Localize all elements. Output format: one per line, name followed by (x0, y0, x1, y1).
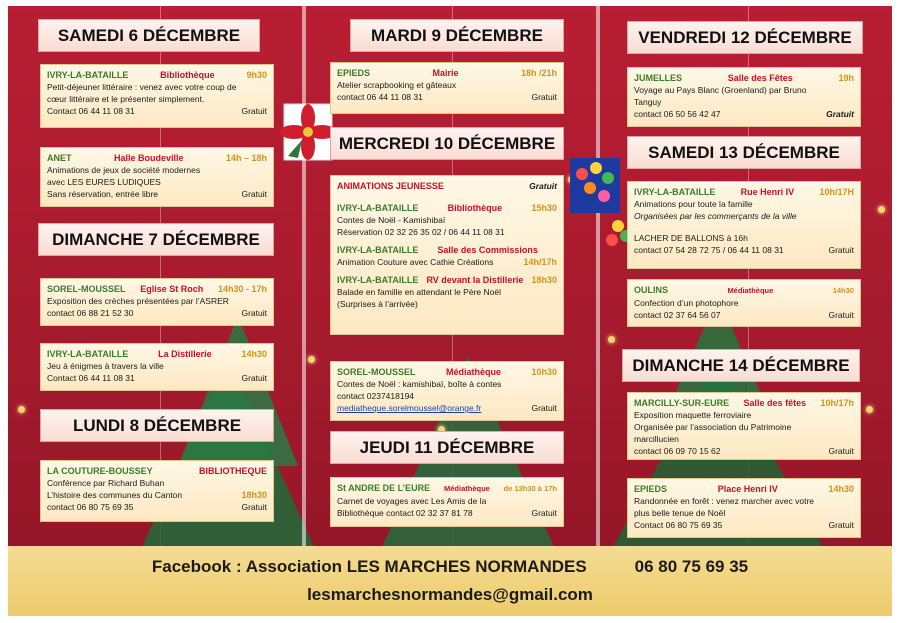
event-venue: Halle Boudeville (113, 153, 184, 163)
day-header: SAMEDI 13 DÉCEMBRE (627, 136, 861, 169)
event-card (330, 62, 564, 114)
event-time: 14h30 (832, 286, 854, 295)
event-time: de 13h30 à 17h (503, 484, 557, 493)
event-venue: Rue Henri IV (740, 187, 795, 197)
event-price: Gratuit (826, 109, 854, 119)
event-description: Carnet de voyages avec Les Amis de la (337, 496, 487, 506)
day-header: MARDI 9 DÉCEMBRE (350, 19, 564, 52)
event-contact: contact 06 80 75 69 35 (47, 502, 134, 512)
event-card (40, 64, 274, 128)
event-description: (Surprises à l’arrivée) (337, 299, 418, 309)
event-description: Contes de Noël : kamishibaï, boîte à contes (337, 379, 502, 389)
event-contact: Contact 06 44 11 08 31 (47, 373, 135, 383)
event-time: 9h30 (246, 70, 267, 80)
event-price: Gratuit (828, 446, 854, 456)
event-card (40, 147, 274, 207)
event-venue: Mairie (432, 68, 459, 78)
event-venue: Salle des Fêtes (727, 73, 793, 83)
event-description: Sans réservation, entrée libre (47, 189, 159, 199)
event-description: marcillucien (634, 434, 679, 444)
event-description: cœur littéraire et le présenter simplement. (47, 94, 205, 104)
event-town: OULINS (634, 285, 669, 295)
event-town: SOREL-MOUSSEL (337, 367, 416, 377)
event-description: L’histoire des communes du Canton (47, 490, 183, 500)
event-card (40, 278, 274, 326)
event-price: Gratuit (241, 502, 267, 512)
event-description: Animations de jeux de société modernes (47, 165, 201, 175)
day-header: JEUDI 11 DÉCEMBRE (330, 431, 564, 464)
event-venue: Eglise St Roch (140, 284, 204, 294)
event-description: Exposition des crèches présentées par l’ASRER (47, 296, 229, 306)
event-venue: Place Henri IV (717, 484, 778, 494)
event-description: Tanguy (634, 97, 662, 107)
event-contact: contact 06 09 70 15 62 (634, 446, 721, 456)
email-link[interactable]: mediatheque.sorelmoussel@orange.fr (337, 403, 482, 413)
event-venue: Bibliothèque (447, 203, 503, 213)
event-time: 19h (838, 73, 854, 83)
event-card (40, 460, 274, 522)
light-dot (308, 356, 315, 363)
event-price: Gratuit (531, 92, 557, 102)
event-town: IVRY-LA-BATAILLE (337, 275, 419, 285)
event-card (40, 343, 274, 391)
event-time: 10h/17h (820, 398, 854, 408)
event-card (330, 477, 564, 527)
event-venue: Médiathèque (443, 484, 490, 493)
event-price: Gratuit (828, 310, 854, 320)
event-town: SOREL-MOUSSEL (47, 284, 126, 294)
event-town: MARCILLY-SUR-EURE (634, 398, 730, 408)
event-venue: Médiathèque (727, 286, 774, 295)
event-description: Petit-déjeuner littéraire : venez avec votre coup de (47, 82, 237, 92)
event-town: EPIEDS (634, 484, 668, 494)
facebook-label: Facebook : Association LES MARCHES NORMANDES (151, 557, 587, 576)
event-time: 10h/17H (819, 187, 854, 197)
event-card (627, 279, 861, 327)
event-price: Gratuit (529, 181, 557, 191)
phone-number: 06 80 75 69 35 (634, 557, 749, 576)
event-time: 18h30 (531, 275, 557, 285)
event-contact: contact 02 37 64 56 07 (634, 310, 721, 320)
event-venue: Bibliothèque (160, 70, 215, 80)
event-card (627, 67, 861, 127)
event-description: Animations pour toute la famille (634, 199, 753, 209)
event-card (330, 361, 564, 421)
event-description: Voyage au Pays Blanc (Groenland) par Bruno (634, 85, 807, 95)
footer-banner (8, 546, 892, 616)
event-town: ANET (47, 153, 72, 163)
event-card (627, 392, 861, 460)
event-time: 14h30 (828, 484, 854, 494)
event-venue: Salle des Commissions (437, 245, 538, 255)
event-venue: La Distillerie (158, 349, 212, 359)
event-time: 18h30 (241, 490, 267, 500)
event-town: LA COUTURE-BOUSSEY (47, 466, 153, 476)
event-contact: Réservation 02 32 26 35 02 / 06 44 11 08 31 (337, 227, 505, 237)
event-price: Gratuit (531, 403, 557, 413)
event-price: Gratuit (531, 508, 557, 518)
event-time: 10h30 (531, 367, 557, 377)
event-time: 18h /21h (520, 68, 557, 78)
event-town: St ANDRE DE L’EURE (337, 483, 431, 493)
event-venue: Médiathèque (445, 367, 501, 377)
events-poster (8, 6, 892, 616)
day-header: LUNDI 8 DÉCEMBRE (40, 409, 274, 442)
event-contact: contact 06 88 21 52 30 (47, 308, 134, 318)
day-header: VENDREDI 12 DÉCEMBRE (627, 21, 863, 54)
event-time: 14h30 (241, 349, 267, 359)
event-time: 14h30 - 17h (217, 284, 267, 294)
event-card (627, 478, 861, 538)
day-header: SAMEDI 6 DÉCEMBRE (38, 19, 260, 52)
event-description: Organisée par l’association du Patrimoine (634, 422, 792, 432)
event-contact: contact 0237418194 (337, 391, 415, 401)
event-card-youth (330, 175, 564, 335)
event-town: IVRY-LA-BATAILLE (337, 203, 419, 213)
event-description: Conférence par Richard Buhan (47, 478, 165, 488)
event-price: Gratuit (828, 245, 854, 255)
event-description: plus belle tenue de Noël (634, 508, 726, 518)
event-venue: Salle des fêtes (743, 398, 807, 408)
event-description: Balade en famille en attendant le Père Noël (337, 287, 501, 297)
event-time: 14h/17h (523, 257, 557, 267)
event-contact: contact 06 50 56 42 47 (634, 109, 721, 119)
event-price: Gratuit (241, 373, 267, 383)
fold-line (598, 6, 600, 546)
event-contact: Bibliothèque contact 02 32 37 81 78 (337, 508, 473, 518)
event-description: Animation Couture avec Cathie Créations (337, 257, 494, 267)
light-dot (866, 406, 873, 413)
event-description: avec LES EURES LUDIQUES (47, 177, 161, 187)
light-dot (18, 406, 25, 413)
event-town: EPIEDS (337, 68, 371, 78)
event-town: IVRY-LA-BATAILLE (47, 70, 129, 80)
event-price: Gratuit (241, 308, 267, 318)
christmas-tree-illustration (178, 316, 298, 466)
event-contact: Contact 06 44 11 08 31 (47, 106, 135, 116)
poinsettia-icon (278, 96, 338, 166)
event-description: Randonnée en forêt : venez marcher avec votre (634, 496, 815, 506)
fold-line (304, 6, 306, 546)
event-description: Jeu à énigmes à travers la ville (47, 361, 164, 371)
event-description: Confection d’un photophore (634, 298, 739, 308)
event-venue: RV devant la Distillerie (426, 275, 524, 285)
event-town: IVRY-LA-BATAILLE (634, 187, 716, 197)
light-dot (878, 206, 885, 213)
day-header: MERCREDI 10 DÉCEMBRE (330, 127, 564, 160)
email-address[interactable]: lesmarchesnormandes@gmail.com (307, 585, 593, 604)
event-town: JUMELLES (634, 73, 683, 83)
event-description: LACHER DE BALLONS à 16h (634, 233, 748, 243)
event-description: Atelier scrapbooking et gâteaux (337, 80, 457, 90)
event-time: 14h – 18h (225, 153, 267, 163)
event-description: Contes de Noël - Kamishibaï (337, 215, 446, 225)
event-contact: contact 06 44 11 08 31 (337, 92, 423, 102)
event-description: Exposition maquette ferroviaire (634, 410, 752, 420)
event-town: IVRY-LA-BATAILLE (337, 245, 419, 255)
event-time: 15h30 (531, 203, 557, 213)
event-price: Gratuit (241, 106, 267, 116)
event-price: Gratuit (828, 520, 854, 530)
event-venue: BIBLIOTHEQUE (198, 466, 267, 476)
event-price: Gratuit (241, 189, 267, 199)
event-contact: Contact 06 80 75 69 35 (634, 520, 723, 530)
event-section-title: ANIMATIONS JEUNESSE (337, 181, 444, 191)
day-header: DIMANCHE 7 DÉCEMBRE (38, 223, 274, 256)
light-dot (608, 336, 615, 343)
event-description: Organisées par les commerçants de la ville (634, 211, 797, 221)
event-contact: contact 07 54 28 72 75 / 06 44 11 08 31 (634, 245, 784, 255)
event-town: IVRY-LA-BATAILLE (47, 349, 129, 359)
event-card (627, 181, 861, 269)
day-header: DIMANCHE 14 DÉCEMBRE (622, 349, 860, 382)
